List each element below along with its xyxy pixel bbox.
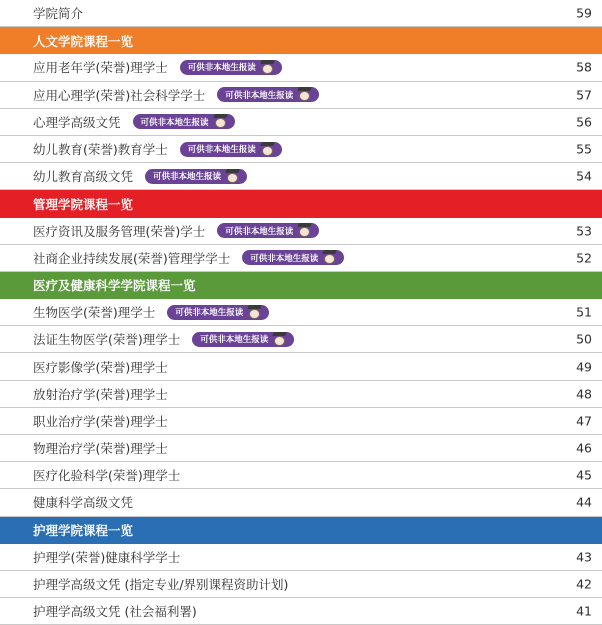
toc-entry-title-wrap xyxy=(33,86,319,104)
toc-entry-title-wrap xyxy=(33,58,282,76)
graduate-cap-icon xyxy=(296,223,313,238)
toc-entry-page: 56 xyxy=(576,114,592,130)
toc-entry-title: 护理学高级文凭 (社会福利署) xyxy=(33,604,197,620)
toc-entry-title-wrap xyxy=(33,113,235,131)
toc-entry[interactable] xyxy=(0,136,602,163)
section-title: 护理学院课程一览 xyxy=(33,523,134,539)
toc-entry-page: 59 xyxy=(576,5,592,21)
toc-entry-title-wrap xyxy=(33,222,319,240)
toc-entry[interactable] xyxy=(0,109,602,136)
section-header xyxy=(0,190,602,217)
section-title: 医疗及健康科学学院课程一览 xyxy=(33,278,196,294)
toc-entry-title-wrap xyxy=(33,249,344,267)
toc-entry-title-wrap xyxy=(33,330,294,348)
toc-entry-title: 幼儿教育高级文凭 xyxy=(33,169,134,185)
toc-entry-title-wrap xyxy=(33,140,282,158)
toc-entry[interactable] xyxy=(0,54,602,81)
toc-entry[interactable] xyxy=(0,598,602,625)
toc-entry[interactable] xyxy=(0,462,602,489)
section-header xyxy=(0,517,602,544)
toc-entry[interactable] xyxy=(0,245,602,272)
graduate-cap-icon xyxy=(246,305,263,320)
toc-entry[interactable] xyxy=(0,544,602,571)
non-local-badge xyxy=(217,223,319,238)
toc-entry-title: 应用老年学(荣誉)理学士 xyxy=(33,60,168,76)
section-header xyxy=(0,272,602,299)
toc-entry-page: 49 xyxy=(576,359,592,375)
toc-entry-title: 护理学高级文凭 (指定专业/界别课程资助计划) xyxy=(33,577,289,593)
toc-entry-title-wrap xyxy=(33,412,168,430)
toc-entry-page: 57 xyxy=(576,87,592,103)
toc-entry-page: 43 xyxy=(576,549,592,565)
toc-entry-page: 54 xyxy=(576,168,592,184)
graduate-cap-icon xyxy=(224,169,241,184)
toc-entry-title-wrap xyxy=(33,167,247,185)
non-local-badge xyxy=(133,114,235,129)
toc-entry-title: 生物医学(荣誉)理学士 xyxy=(33,305,156,321)
non-local-badge xyxy=(145,169,247,184)
toc-entry-page: 45 xyxy=(576,467,592,483)
toc-entry[interactable] xyxy=(0,299,602,326)
toc-entry-title: 学院简介 xyxy=(33,6,84,22)
non-local-badge xyxy=(180,60,282,75)
graduate-cap-icon xyxy=(259,142,276,157)
toc-entry-title: 幼儿教育(荣誉)教育学士 xyxy=(33,142,168,158)
toc-entry-title-wrap xyxy=(33,303,269,321)
toc-entry-page: 58 xyxy=(576,59,592,75)
toc-entry-intro[interactable] xyxy=(0,0,602,27)
section-title: 人文学院课程一览 xyxy=(33,33,134,49)
toc-entry-title-wrap xyxy=(33,548,180,566)
non-local-badge-label: 可供非本地生报读 xyxy=(187,145,256,156)
toc-entry-title: 医疗资讯及服务管理(荣誉)学士 xyxy=(33,223,206,239)
non-local-badge-label: 可供非本地生报读 xyxy=(153,172,222,183)
non-local-badge xyxy=(217,87,319,102)
graduate-cap-icon xyxy=(271,332,288,347)
toc-entry-title: 应用心理学(荣誉)社会科学学士 xyxy=(33,87,206,103)
graduate-cap-icon xyxy=(212,114,229,129)
non-local-badge xyxy=(192,332,294,347)
toc-entry-title: 法证生物医学(荣誉)理学士 xyxy=(33,332,181,348)
toc-entry-title-wrap xyxy=(33,358,168,376)
toc-entry[interactable] xyxy=(0,218,602,245)
toc-entry[interactable] xyxy=(0,326,602,353)
section-header xyxy=(0,27,602,54)
graduate-cap-icon xyxy=(321,250,338,265)
toc-entry-title: 社商企业持续发展(荣誉)管理学学士 xyxy=(33,250,231,266)
toc-entry-page: 48 xyxy=(576,386,592,402)
toc-entry-title-wrap xyxy=(33,602,197,620)
toc-entry[interactable] xyxy=(0,408,602,435)
toc-entry-title: 物理治疗学(荣誉)理学士 xyxy=(33,441,168,457)
toc-entry-title: 医疗化验科学(荣誉)理学士 xyxy=(33,468,181,484)
non-local-badge-label: 可供非本地生报读 xyxy=(250,253,319,264)
toc-entry[interactable] xyxy=(0,571,602,598)
toc-entry-title: 医疗影像学(荣誉)理学士 xyxy=(33,359,168,375)
non-local-badge xyxy=(180,142,282,157)
toc-entry[interactable] xyxy=(0,163,602,190)
toc-entry-page: 41 xyxy=(576,603,592,619)
non-local-badge-label: 可供非本地生报读 xyxy=(225,90,294,101)
toc-entry-page: 51 xyxy=(576,304,592,320)
toc-entry-title-wrap xyxy=(33,385,168,403)
toc-entry-title: 放射治疗学(荣誉)理学士 xyxy=(33,386,168,402)
non-local-badge-label: 可供非本地生报读 xyxy=(200,335,269,346)
non-local-badge-label: 可供非本地生报读 xyxy=(225,226,294,237)
toc-entry-page: 52 xyxy=(576,250,592,266)
toc-entry-title-wrap xyxy=(33,493,133,511)
toc-entry-title: 心理学高级文凭 xyxy=(33,114,121,130)
toc-entry-page: 53 xyxy=(576,223,592,239)
toc-entry-page: 42 xyxy=(576,576,592,592)
toc-entry-title-wrap xyxy=(33,439,168,457)
graduate-cap-icon xyxy=(259,60,276,75)
toc-entry[interactable] xyxy=(0,381,602,408)
toc-entry-title: 健康科学高级文凭 xyxy=(33,495,134,511)
toc-entry-title: 职业治疗学(荣誉)理学士 xyxy=(33,413,168,429)
non-local-badge-label: 可供非本地生报读 xyxy=(175,308,244,319)
toc-entry-page: 46 xyxy=(576,440,592,456)
toc-entry-page: 47 xyxy=(576,413,592,429)
toc-sections xyxy=(0,27,602,625)
toc-entry-page: 50 xyxy=(576,331,592,347)
toc-entry-page: 44 xyxy=(576,494,592,510)
graduate-cap-icon xyxy=(296,87,313,102)
toc-entry[interactable] xyxy=(0,435,602,462)
toc-entry-title-wrap xyxy=(33,575,288,593)
toc-entry-page: 55 xyxy=(576,141,592,157)
non-local-badge xyxy=(242,250,344,265)
toc-entry[interactable] xyxy=(0,82,602,109)
toc-entry[interactable] xyxy=(0,489,602,516)
non-local-badge xyxy=(167,305,269,320)
non-local-badge-label: 可供非本地生报读 xyxy=(140,117,209,128)
toc-entry-title: 护理学(荣誉)健康科学学士 xyxy=(33,549,181,565)
section-title: 管理学院课程一览 xyxy=(33,196,134,212)
non-local-badge-label: 可供非本地生报读 xyxy=(187,63,256,74)
toc-entry-title-wrap xyxy=(33,466,180,484)
toc-entry[interactable] xyxy=(0,353,602,380)
